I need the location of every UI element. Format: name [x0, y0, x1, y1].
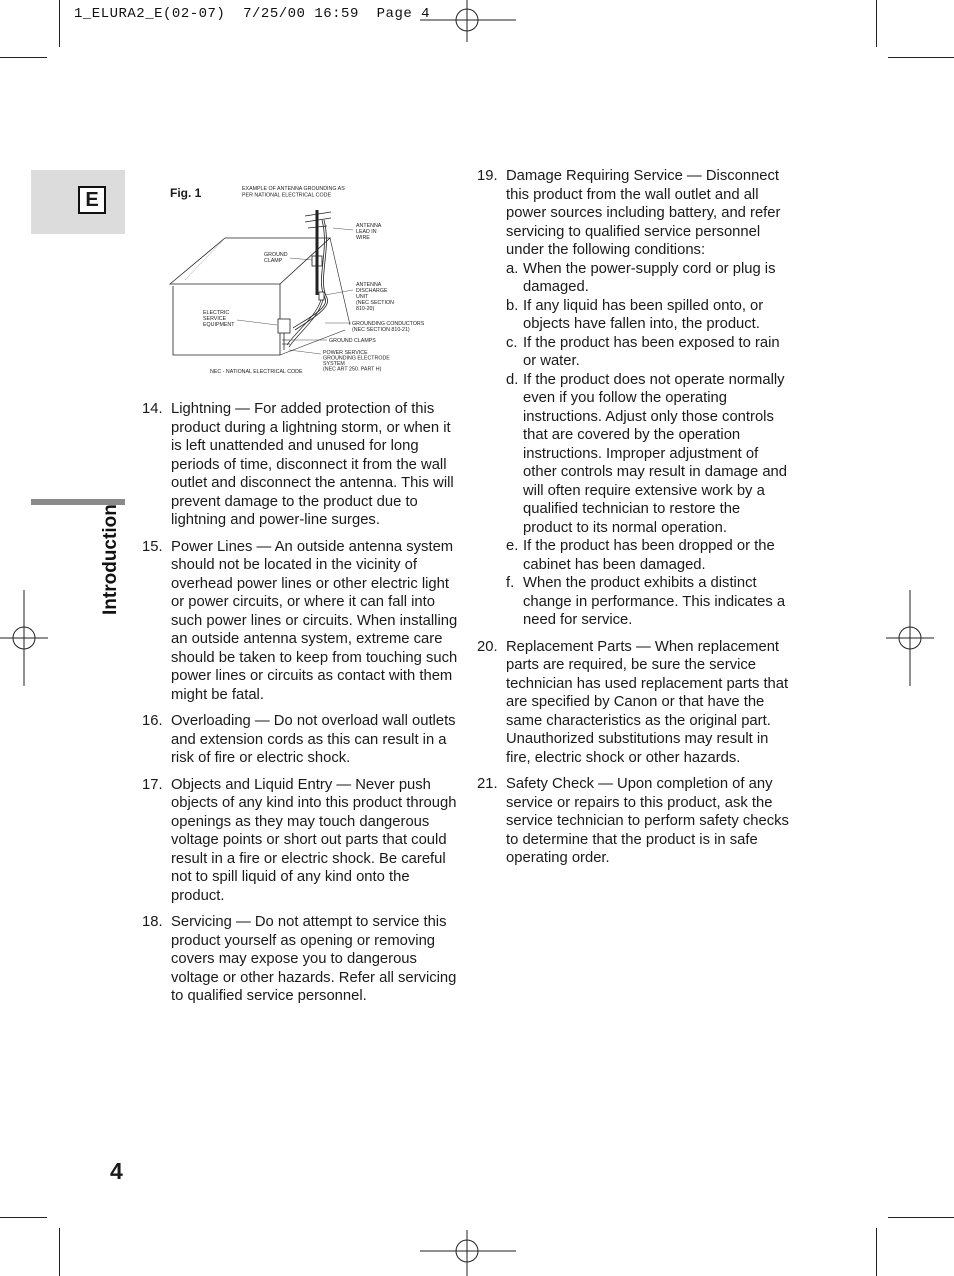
list-item	[142, 538, 458, 705]
print-slug: 1_ELURA2_E(02-07) 7/25/00 16:59 Page 4	[74, 6, 431, 22]
list-item	[142, 776, 458, 906]
sub-text: If any liquid has been spilled onto, or objects have fallen into, the product.	[523, 297, 764, 332]
label-antenna-lead: WIRE	[356, 235, 370, 241]
crop-mark	[876, 1228, 877, 1276]
sub-text: If the product has been dropped or the cabinet has been damaged.	[523, 538, 775, 573]
item-number: 19.	[477, 168, 498, 184]
label-grounding-conductors: GROUNDING CONDUCTORS	[352, 321, 425, 327]
crop-mark	[876, 0, 877, 47]
sub-item	[506, 297, 793, 334]
label-electric-service: SERVICE	[203, 316, 227, 322]
list-item	[477, 167, 793, 630]
item-text: Power Lines — An outside antenna system should not be located in the vicinity of overhead power lines or other electric light or power circuits, or where it can fall into such power lines or circuits. When installing an outside antenna system, extreme care should be taken to keep from touching such power lines or circuits as contact with them might be fatal.	[171, 538, 458, 703]
sub-letter: e.	[506, 538, 519, 554]
label-electric-service: ELECTRIC	[203, 310, 230, 316]
list-item	[477, 775, 793, 868]
sub-item	[506, 334, 793, 371]
sub-item	[506, 537, 793, 574]
label-discharge-unit: UNIT	[356, 294, 369, 300]
left-column	[142, 400, 458, 1014]
crop-mark	[0, 57, 47, 58]
list-item	[477, 638, 793, 768]
language-tab-letter: E	[78, 186, 106, 214]
item-text: Objects and Liquid Entry — Never push objects of any kind into this product through openings as they may touch dangerous voltage points or short out parts that could result in a fire or electric shock. Be careful not to spill liquid of any kind onto the product.	[171, 776, 457, 904]
label-nec: NEC - NATIONAL ELECTRICAL CODE	[210, 369, 303, 375]
item-text: Safety Check — Upon completion of any service or repairs to this product, ask the service technician to perform safety checks to determine that the product is in safe operating order.	[506, 776, 789, 866]
list-item	[142, 913, 458, 1006]
sub-letter: b.	[506, 297, 519, 314]
crop-mark	[0, 1217, 47, 1218]
list-item	[142, 400, 458, 530]
item-text: Overloading — Do not overload wall outlets and extension cords as this can result in a risk of fire or electric shock.	[171, 713, 456, 766]
sub-list	[506, 260, 793, 630]
label-ground-clamp: CLAMP	[264, 258, 283, 264]
sub-letter: f.	[506, 575, 515, 591]
label-antenna-lead: LEAD IN	[356, 229, 377, 235]
sub-text: When the product exhibits a distinct change in performance. This indicates a need for service.	[523, 575, 786, 628]
label-discharge-unit: (NEC SECTION	[356, 300, 394, 306]
sub-item	[506, 260, 793, 297]
item-number: 14.	[142, 401, 163, 417]
crop-mark	[888, 1217, 954, 1218]
label-discharge-unit: 810-20)	[356, 306, 375, 312]
antenna-grounding-diagram	[165, 180, 465, 385]
label-electric-service: EQUIPMENT	[203, 322, 235, 328]
right-column	[477, 167, 793, 876]
item-number: 15.	[142, 538, 163, 555]
list-item	[142, 712, 458, 768]
sub-text: When the power-supply cord or plug is damaged.	[523, 260, 776, 295]
item-text: Lightning — For added protection of this product during a lightning storm, or when it is left unattended and unused for long periods of time, disconnect it from the wall outlet and disconnect the antenna. This will prevent damage to the product due to lightning and power-line surges.	[171, 401, 454, 528]
item-text: Damage Requiring Service — Disconnect this product from the wall outlet and all power sources including battery, and refer servicing to qualified service personnel under the following conditions:	[506, 168, 781, 258]
label-power-service: SYSTEM	[323, 361, 345, 367]
item-text: Replacement Parts — When replacement parts are required, be sure the service technician has used replacement parts that are specified by Canon or that have the same characteristics as the original part. Unauthorized substitutions may result in fire, electric shock or other hazards.	[506, 638, 789, 766]
page-number: 4	[110, 1158, 123, 1184]
sub-letter: d.	[506, 371, 519, 388]
label-ground-clamps: GROUND CLAMPS	[329, 338, 376, 344]
sub-letter: a.	[506, 260, 519, 277]
sub-text: If the product has been exposed to rain or water.	[523, 334, 780, 369]
section-label: Introduction	[100, 504, 121, 615]
item-number: 18.	[142, 914, 163, 930]
label-power-service: POWER SERVICE	[323, 350, 368, 356]
figure-label: Fig. 1	[170, 186, 202, 200]
item-number: 20.	[477, 638, 498, 655]
registration-mark-left	[0, 590, 48, 686]
item-number: 17.	[142, 776, 163, 793]
label-power-service: GROUNDING ELECTRODE	[323, 355, 390, 362]
sub-letter: c.	[506, 334, 518, 351]
crop-mark	[888, 57, 954, 58]
crop-mark	[59, 1228, 60, 1276]
crop-mark	[59, 0, 60, 47]
label-power-service: (NEC ART 250. PART H)	[323, 366, 382, 373]
item-number: 16.	[142, 713, 163, 729]
registration-mark-bottom	[420, 1230, 516, 1276]
sub-item	[506, 371, 793, 538]
label-discharge-unit: DISCHARGE	[356, 288, 388, 294]
registration-mark-right	[886, 590, 934, 686]
label-antenna-lead: ANTENNA	[356, 223, 382, 229]
item-text: Servicing — Do not attempt to service this product yourself as opening or removing covers may expose you to dangerous voltage or other hazards. Refer all servicing to qualified service personnel.	[171, 914, 457, 1004]
label-discharge-unit: ANTENNA	[356, 282, 382, 288]
item-number: 21.	[477, 776, 498, 792]
language-tab	[31, 170, 125, 234]
registration-mark-top	[420, 0, 516, 42]
sub-item	[506, 574, 793, 630]
label-grounding-conductors: (NEC SECTION 810-21)	[352, 327, 410, 333]
label-ground-clamp: GROUND	[264, 252, 288, 258]
sub-text: If the product does not operate normally even if you follow the operating instructions. Adjust only those controls that are covered by the operation instructions. Improper adjustment of other controls may result in damage and will often require extensive work by a qualified technician to restore the product to its normal operation.	[523, 371, 788, 536]
figure-title-line: PER NATIONAL ELECTRICAL CODE	[242, 192, 331, 199]
figure-title-line: EXAMPLE OF ANTENNA GROUNDING AS	[242, 186, 345, 192]
